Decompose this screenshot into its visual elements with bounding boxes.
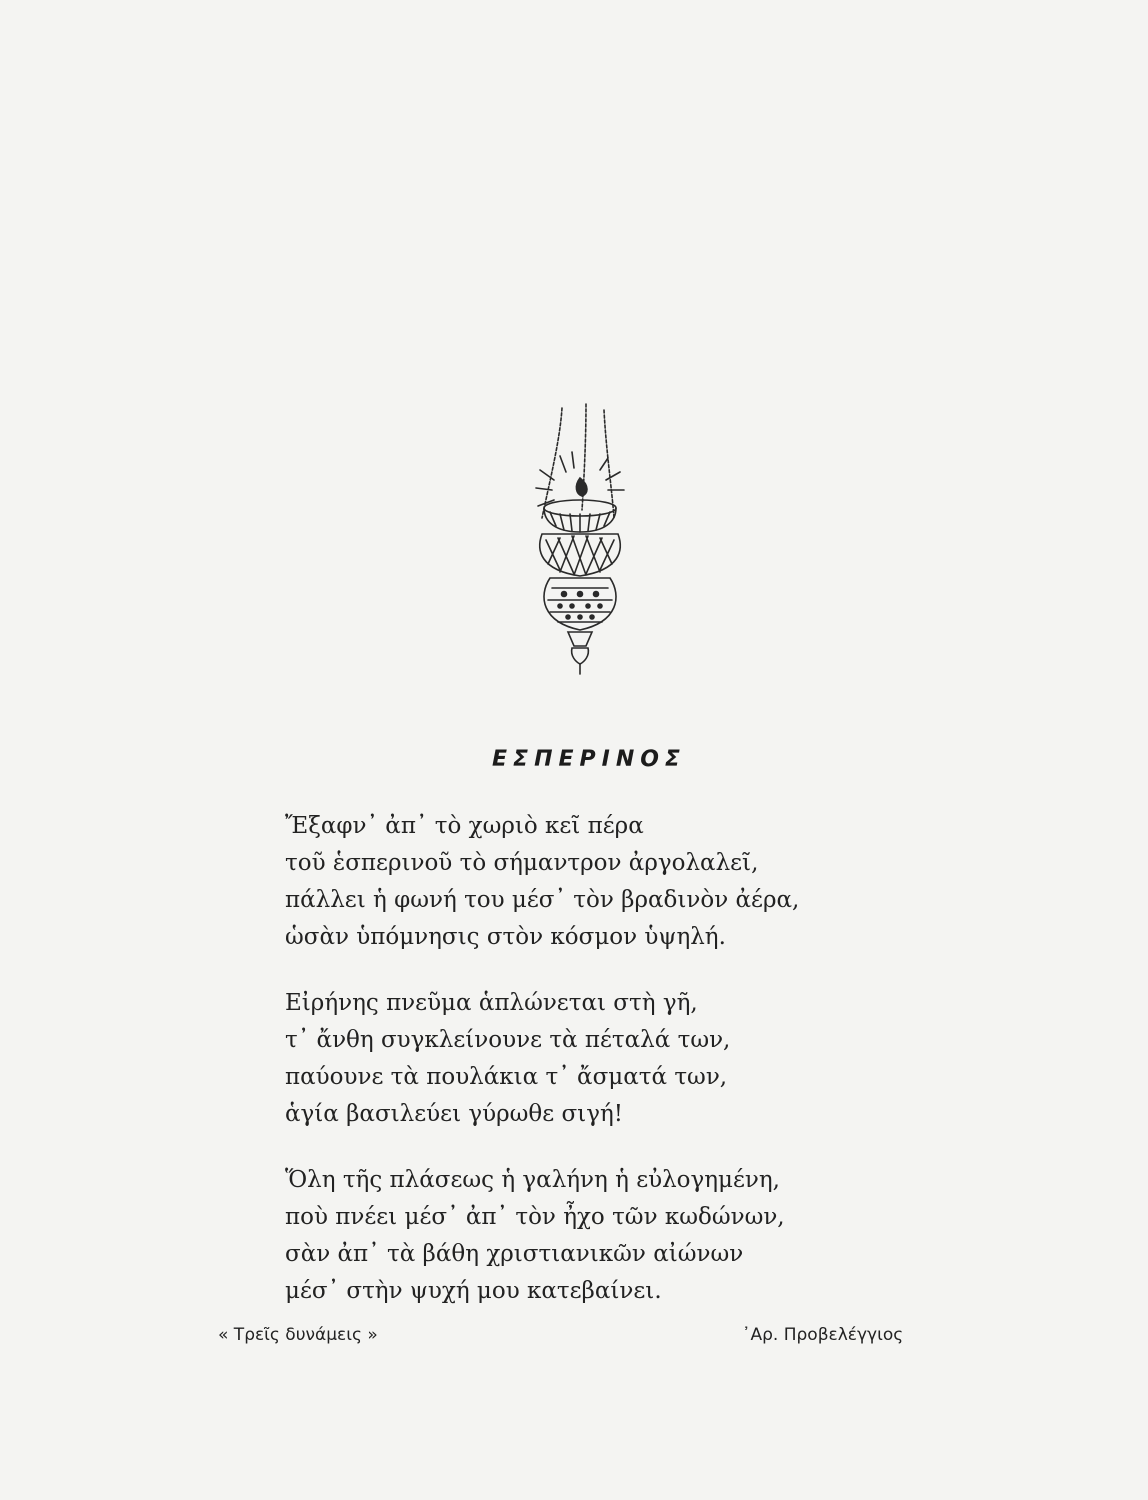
stanza	[285, 985, 799, 1133]
poem-line: τ᾽ ἄνθη συγκλείνουνε τὰ πέταλά των,	[285, 1027, 731, 1053]
poem-line: Ὅλη τῆς πλάσεως ἡ γαλήνη ἡ εὐλογημένη,	[285, 1167, 780, 1193]
hanging-oil-lamp-icon	[520, 400, 630, 680]
poem-body	[285, 808, 799, 1310]
poem-line: παύουνε τὰ πουλάκια τ᾽ ἄσματά των,	[285, 1064, 728, 1090]
poem-line: ὡσὰν ὑπόμνησις στὸν κόσμον ὑψηλή.	[285, 924, 726, 950]
stanza	[285, 808, 799, 956]
poem-source: « Τρεῖς δυνάμεις »	[218, 1325, 378, 1345]
poem-line: Ἔξαφν᾽ ἀπ᾽ τὸ χωριὸ κεῖ πέρα	[285, 813, 644, 839]
poem-line: ἁγία βασιλεύει γύρωθε σιγή!	[285, 1101, 623, 1127]
poem-line: ποὺ πνέει μέσ᾽ ἀπ᾽ τὸν ἦχο τῶν κωδώνων,	[285, 1204, 785, 1230]
poem-line: σὰν ἀπ᾽ τὰ βάθη χριστιανικῶν αἰώνων	[285, 1241, 744, 1267]
poem-line: μέσ᾽ στὴν ψυχή μου κατεβαίνει.	[285, 1278, 662, 1304]
poem-line: Εἰρήνης πνεῦμα ἁπλώνεται στὴ γῆ,	[285, 990, 698, 1016]
poem-line: πάλλει ἡ φωνή του μέσ᾽ τὸν βραδινὸν ἀέρα,	[285, 887, 800, 913]
stanza	[285, 1162, 799, 1310]
poem-line: τοῦ ἑσπερινοῦ τὸ σήμαντρον ἀργολαλεῖ,	[285, 850, 759, 876]
poem-author: ᾽Αρ. Προβελέγγιος	[742, 1325, 904, 1345]
poem-title: ΕΣΠΕΡΙΝΟΣ	[492, 747, 686, 772]
